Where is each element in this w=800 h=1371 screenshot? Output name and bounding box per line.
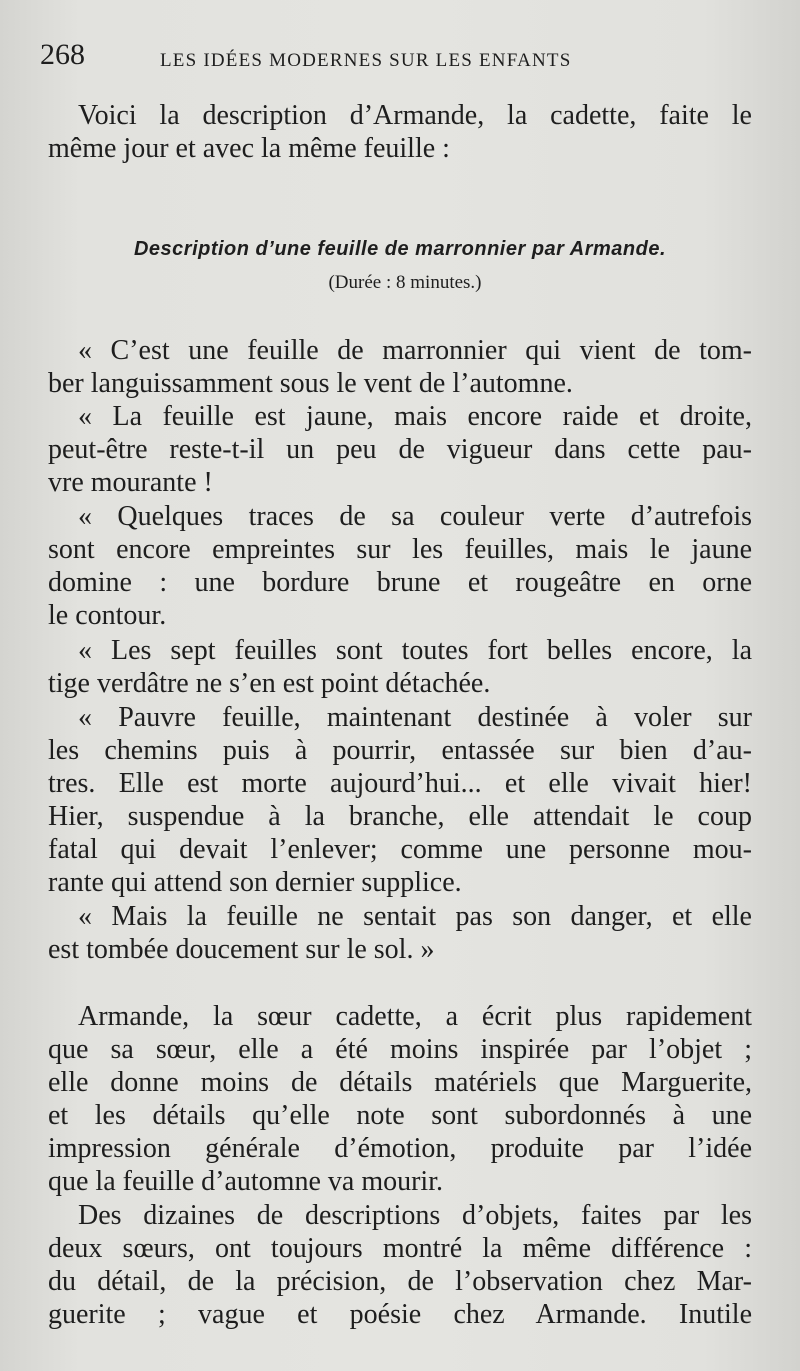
text-line: Hier, suspendue à la branche, elle attendait le coup xyxy=(48,801,752,832)
text-line: rante qui attend son dernier supplice. xyxy=(48,867,462,898)
text-line: Des dizaines de descriptions d’objets, faites par les xyxy=(78,1200,752,1231)
text-line: Voici la description d’Armande, la cadette, faite le xyxy=(78,100,752,131)
text-line: « Les sept feuilles sont toutes fort belles encore, la xyxy=(78,635,752,666)
text-line: « La feuille est jaune, mais encore raide et droite, xyxy=(78,401,752,432)
text-line: « Mais la feuille ne sentait pas son danger, et elle xyxy=(78,901,752,932)
text-line: du détail, de la précision, de l’observation chez Mar- xyxy=(48,1266,752,1297)
text-line: peut-être reste-t-il un peu de vigueur dans cette pau- xyxy=(48,434,752,465)
text-line: tres. Elle est morte aujourd’hui... et elle vivait hier! xyxy=(48,768,752,799)
text-line: et les détails qu’elle note sont subordonnés à une xyxy=(48,1100,752,1131)
text-line: elle donne moins de détails matériels que Marguerite, xyxy=(48,1067,752,1098)
text-line: le contour. xyxy=(48,600,167,631)
text-line: que sa sœur, elle a été moins inspirée par l’objet ; xyxy=(48,1034,752,1065)
text-line: domine : une bordure brune et rougeâtre en orne xyxy=(48,567,752,598)
page-number: 268 xyxy=(40,38,85,71)
running-title: LES IDÉES MODERNES SUR LES ENFANTS xyxy=(160,50,572,71)
text-line: « Quelques traces de sa couleur verte d’autrefois xyxy=(78,501,752,532)
page-header xyxy=(40,38,760,78)
text-line: ber languissamment sous le vent de l’automne. xyxy=(48,368,573,399)
text-line: Armande, la sœur cadette, a écrit plus rapidement xyxy=(78,1001,752,1032)
text-line: « C’est une feuille de marronnier qui vient de tom- xyxy=(78,335,752,366)
text-line: impression générale d’émotion, produite par l’idée xyxy=(48,1133,752,1164)
text-line: guerite ; vague et poésie chez Armande. Inutile xyxy=(48,1299,752,1330)
text-line: sont encore empreintes sur les feuilles, mais le jaune xyxy=(48,534,752,565)
text-line: que la feuille d’automne va mourir. xyxy=(48,1166,443,1197)
text-line: « Pauvre feuille, maintenant destinée à voler sur xyxy=(78,702,752,733)
text-line: est tombée doucement sur le sol. » xyxy=(48,934,435,965)
section-title: Description d’une feuille de marronnier par Armande. xyxy=(133,238,667,260)
text-line: les chemins puis à pourrir, entassée sur bien d’au- xyxy=(48,735,752,766)
text-line: tige verdâtre ne s’en est point détachée. xyxy=(48,668,491,699)
text-line: deux sœurs, ont toujours montré la même différence : xyxy=(48,1233,752,1264)
text-line: fatal qui devait l’enlever; comme une personne mou- xyxy=(48,834,752,865)
text-line: vre mourante ! xyxy=(48,467,213,498)
section-duration: (Durée : 8 minutes.) xyxy=(328,272,482,293)
text-line: même jour et avec la même feuille : xyxy=(48,133,450,164)
